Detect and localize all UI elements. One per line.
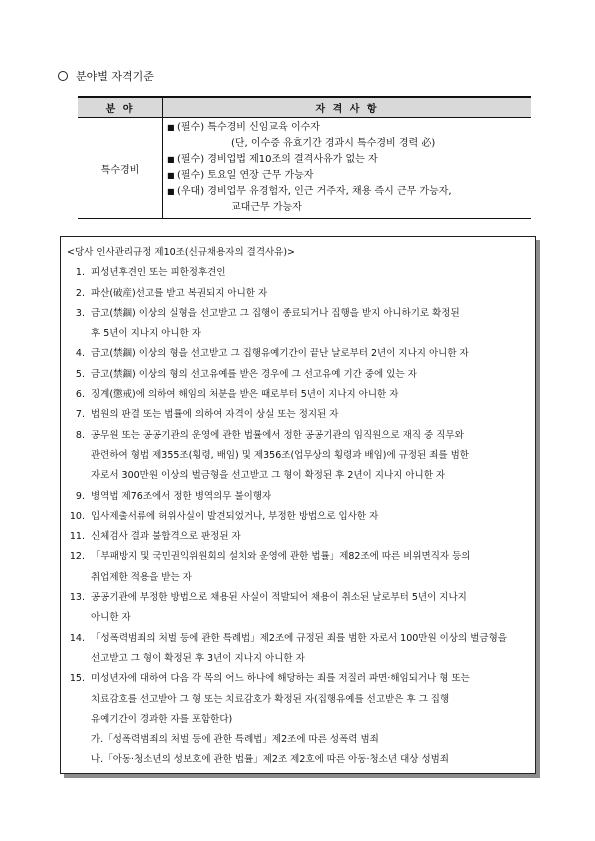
qualification-list [163,118,531,218]
qualification-item [167,120,531,136]
table-row [78,118,531,219]
regulation-item [67,284,527,304]
regulation-item [67,426,527,446]
qualification-cell [163,118,532,219]
regulation-text: 피성년후견인 또는 피한정후견인 [91,267,226,279]
regulation-text: 취업제한 적용을 받는 자 [91,571,192,583]
regulation-number: 12. [69,551,85,563]
regulation-text: 관련하여 형법 제355조(횡령, 배임) 및 제356조(업무상의 횡령과 배임)에 규정된 죄를 범한 [91,449,469,461]
regulation-number [67,649,91,669]
regulation-number: 2. [75,287,85,299]
qualification-item [167,152,531,168]
regulation-number: 8. [75,429,85,441]
regulation-item [67,547,527,567]
square-bullet-icon: ■ [167,187,175,196]
regulation-number: 13. [69,592,85,604]
regulation-text: 법원의 판결 또는 법률에 의하여 자격이 상실 또는 정지된 자 [91,409,339,421]
regulation-text: 치료감호를 선고받아 그 형 또는 치료감호가 확정된 자(집행유예를 선고받은 후 그 집행 [91,693,450,705]
regulation-item [67,304,527,324]
regulation-item [67,608,527,628]
qualification-text: (필수) 특수경비 신임교육 이수자 [177,122,320,133]
regulation-text: 금고(禁錮) 이상의 형의 선고유예를 받은 경우에 그 선고유예 기간 중에 있는 자 [91,368,417,380]
regulation-number: 15. [69,673,85,685]
regulation-item [67,690,527,710]
qualification-item [167,168,531,184]
regulation-item [67,568,527,588]
regulation-number [67,324,91,344]
qualification-item [167,184,531,200]
qualification-text: 교대근무 가능자 [231,202,302,213]
regulation-item [67,263,527,283]
regulation-item [67,466,527,486]
regulation-title: <당사 인사관리규정 제10조(신규채용자의 결격사유)> [67,247,296,258]
regulation-text: 공공기관에 부정한 방법으로 채용된 사실이 적발되어 채용이 취소된 날로부터 5년이 지나지 [91,592,467,604]
regulation-item [67,669,527,689]
regulation-number: 11. [69,531,85,543]
square-bullet-icon: ■ [167,155,175,164]
square-bullet-icon [167,200,177,216]
regulation-number: 1. [75,267,85,279]
regulation-text: 미성년자에 대하여 다음 각 목의 어느 하나에 해당하는 죄를 저질러 파면·해임되거나 형 또는 [91,673,470,685]
regulation-number: 5. [75,368,85,380]
square-bullet-icon [167,136,177,152]
regulation-text: 입사제출서류에 허위사실이 발견되었거나, 부정한 방법으로 입사한 자 [91,510,379,522]
regulation-text: 아니한 자 [91,612,131,624]
regulation-number: 9. [75,490,85,502]
regulation-text: 공무원 또는 공공기관의 운영에 관한 법률에서 정한 공공기관의 임직원으로 재직 중 직무와 [91,429,464,441]
regulation-item [67,344,527,364]
regulation-number: 10. [69,510,85,522]
regulation-text: 금고(禁錮) 이상의 형을 선고받고 그 집행유예기간이 끝난 날로부터 2년이 지나지 아니한 자 [91,348,469,360]
regulation-number [67,568,91,588]
regulation-subitem: 나.「아동·청소년의 성보호에 관한 법률」제2조 제2호에 따른 아동·청소년 대상 성범죄 [91,754,449,766]
regulation-text: 신체검사 결과 불합격으로 판정된 자 [91,531,241,543]
regulation-item [67,365,527,385]
regulation-item [67,487,527,507]
field-cell: 특수경비 [78,118,163,219]
regulation-item [67,588,527,608]
qualification-text: (필수) 경비업법 제10조의 결격사유가 없는 자 [177,154,378,165]
regulation-number [67,446,91,466]
regulation-text: 파산(破産)선고를 받고 복권되지 아니한 자 [91,287,268,299]
regulation-number [67,466,91,486]
regulation-box [60,236,536,774]
regulation-list [67,263,527,730]
regulation-number [67,690,91,710]
regulation-subitem: 가.「성폭력범죄의 처벌 등에 관한 특례법」제2조에 따른 성폭력 범죄 [91,734,379,746]
regulation-text: 후 5년이 지나지 아니한 자 [91,328,201,340]
regulation-text: 징계(懲戒)에 의하여 해임의 처분을 받은 때로부터 5년이 지나지 아니한 자 [91,389,399,401]
square-bullet-icon: ■ [167,171,175,180]
regulation-number: 3. [75,307,85,319]
regulation-text: 선고받고 그 형이 확정된 후 3년이 지나지 아니한 자 [91,652,305,664]
regulation-number [67,608,91,628]
qualification-text: (우대) 경비업무 유경험자, 인근 거주자, 채용 즉시 근무 가능자, [177,186,452,197]
regulation-text: 「부패방지 및 국민권익위원회의 설치와 운영에 관한 법률」제82조에 따른 비위면직자 등의 [91,551,471,563]
regulation-item [67,527,527,547]
regulation-number: 4. [75,348,85,360]
regulation-number: 14. [69,632,85,644]
regulation-number: 7. [75,409,85,421]
regulation-text: 「성폭력범죄의 처벌 등에 관한 특례법」제2조에 규정된 죄를 범한 자로서 100만원 이상의 벌금형을 [91,632,507,644]
regulation-number [67,710,91,730]
section-title: 분야별 자격기준 [76,70,154,83]
header-qualification: 자 격 사 항 [163,97,532,118]
qualification-item [167,136,531,152]
circle-bullet-icon [58,71,68,81]
square-bullet-icon: ■ [167,123,175,132]
table-header-row [78,97,531,118]
regulation-item [67,507,527,527]
regulation-text: 금고(禁錮) 이상의 실형을 선고받고 그 집행이 종료되거나 집행을 받지 아니하기로 확정된 [91,307,460,319]
regulation-item [67,405,527,425]
section-heading [58,68,154,84]
regulation-number: 6. [75,389,85,401]
regulation-item [67,446,527,466]
regulation-item [67,710,527,730]
regulation-text: 자로서 300만원 이상의 벌금형을 선고받고 그 형이 확정된 후 2년이 지나지 아니한 자 [91,470,446,482]
regulation-item [67,385,527,405]
qualification-text: (필수) 토요일 연장 근무 가능자 [177,170,314,181]
regulation-text: 유예기간이 경과한 자를 포함한다) [91,713,233,725]
regulation-text: 병역법 제76조에서 정한 병역의무 불이행자 [91,490,272,502]
qualification-table [78,96,531,219]
regulation-sublist [67,730,527,771]
header-field: 분 야 [78,97,163,118]
regulation-item [67,649,527,669]
qualification-text: (단, 이수증 유효기간 경과시 특수경비 경력 必) [231,138,436,149]
regulation-item [67,629,527,649]
qualification-item [167,200,531,216]
regulation-item [67,324,527,344]
